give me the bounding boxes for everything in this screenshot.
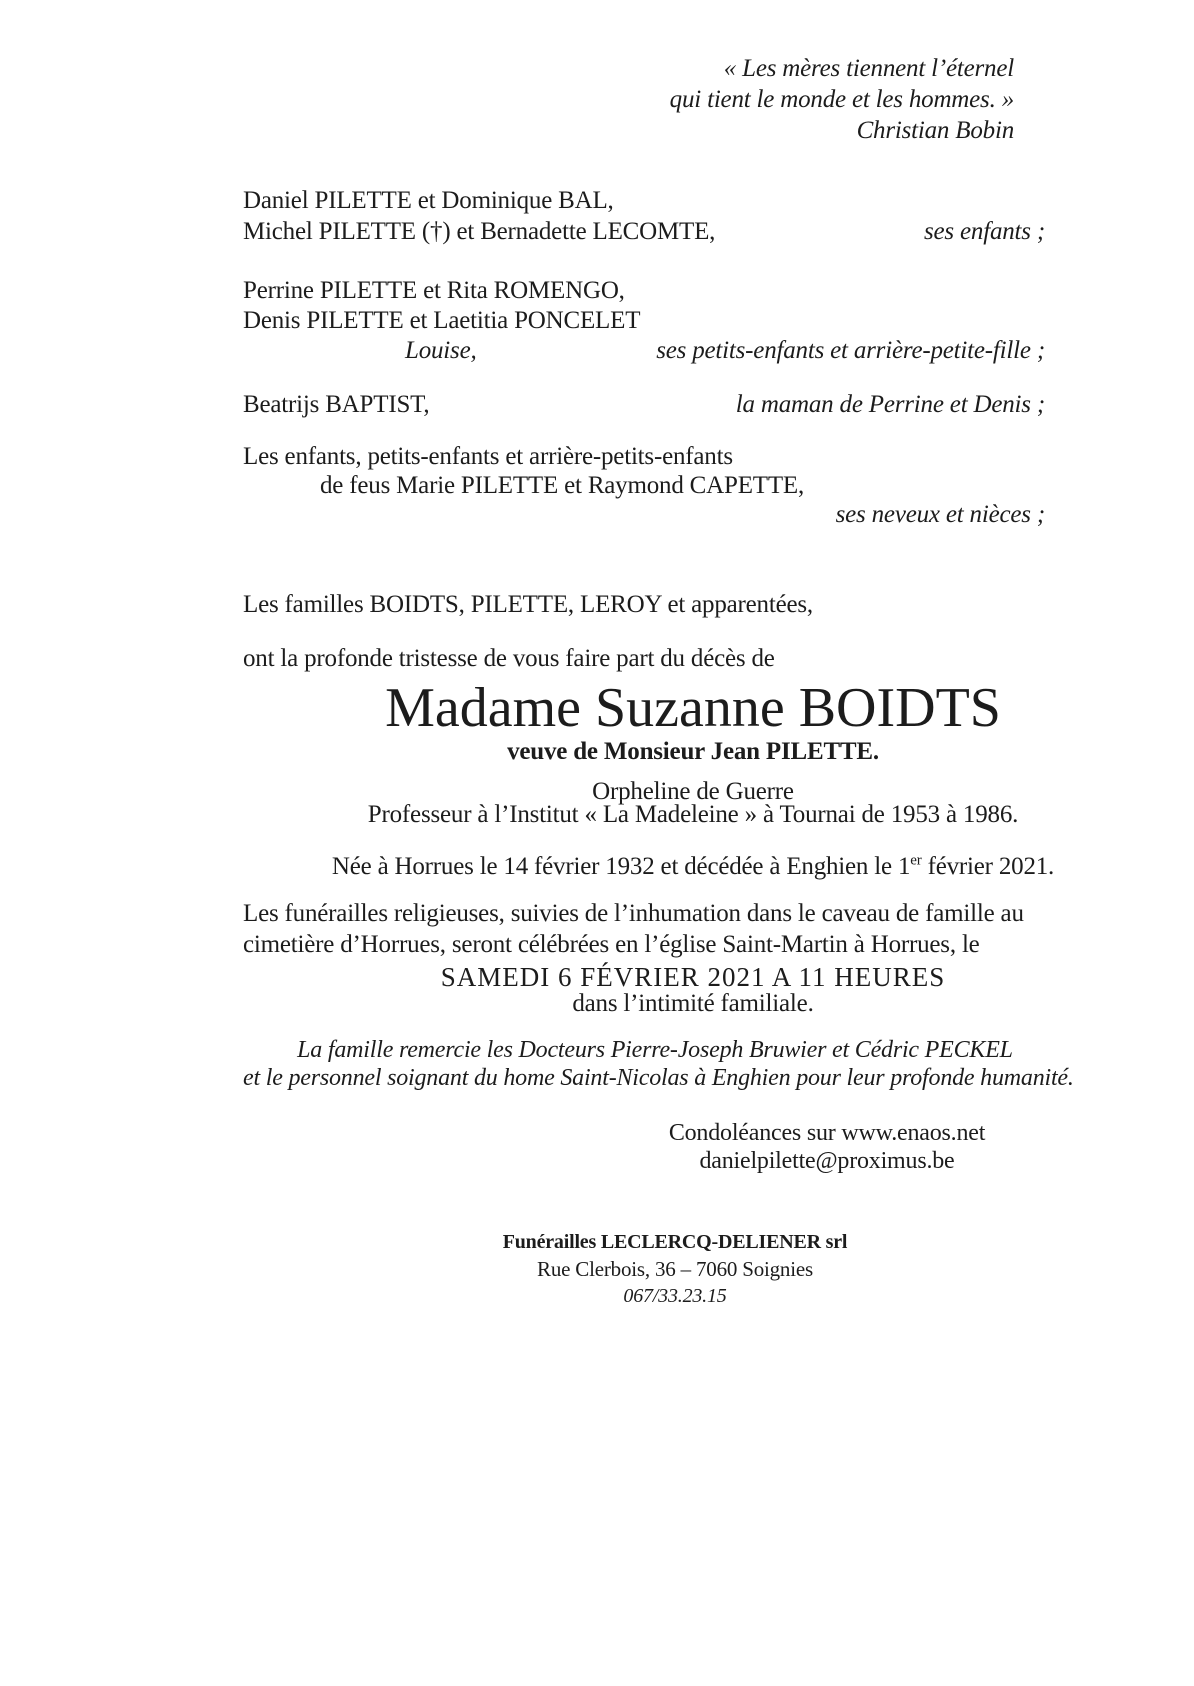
mourner-line: Michel PILETTE (†) et Bernadette LECOMTE,: [243, 218, 716, 245]
funeral-home-address: Rue Clerbois, 36 – 7060 Soignies: [537, 1257, 813, 1281]
relation-label: ses enfants ;: [924, 218, 1045, 245]
deceased-widow-of: veuve de Monsieur Jean PILETTE.: [507, 738, 879, 765]
opening-quote: [670, 53, 1014, 146]
relation-label: la maman de Perrine et Denis ;: [735, 391, 1045, 418]
mourners-nephews-nieces: [243, 442, 1045, 529]
relation-label: ses neveux et nièces ;: [835, 501, 1045, 528]
life-dates-ordinal: er: [910, 852, 922, 869]
thanks-line: et le personnel soignant du home Saint-Nicolas à Enghien pour leur profonde humanité.: [243, 1065, 1074, 1091]
thanks-line: La famille remercie les Docteurs Pierre-Joseph Bruwier et Cédric PECKEL: [297, 1037, 1013, 1063]
quote-line-1: « Les mères tiennent l’éternel: [723, 55, 1014, 82]
mourners-children: [243, 185, 1045, 247]
life-dates-line: [243, 852, 1143, 882]
funeral-home-block: [425, 1229, 925, 1310]
families-line: Les familles BOIDTS, PILETTE, LEROY et apparentées,: [243, 591, 813, 618]
mourner-line: Les enfants, petits-enfants et arrière-petits-enfants: [243, 443, 733, 470]
mourner-line: Perrine PILETTE et Rita ROMENGO,: [243, 277, 625, 304]
mourner-line: de feus Marie PILETTE et Raymond CAPETTE,: [320, 472, 805, 499]
ceremony-date-line: SAMEDI 6 FÉVRIER 2021 A 11 HEURES: [440, 962, 946, 992]
life-dates-suffix: février 2021.: [921, 853, 1055, 880]
mourners-grandchildren: [243, 276, 1045, 366]
quote-line-2: qui tient le monde et les hommes. »: [669, 86, 1014, 113]
family-thanks: [243, 1036, 1074, 1092]
announcement-line: ont la profonde tristesse de vous faire part du décès de: [243, 645, 775, 672]
mourner-line: Beatrijs BAPTIST,: [243, 391, 430, 418]
ceremony-privacy-line: dans l’intimité familiale.: [572, 990, 814, 1017]
deceased-title-war-orphan: Orpheline de Guerre: [592, 778, 794, 805]
mourner-line: Louise,: [405, 337, 477, 364]
mourner-line: Daniel PILETTE et Dominique BAL,: [243, 187, 614, 214]
mourners-mother: [243, 390, 1045, 420]
funeral-home-phone: 067/33.23.15: [623, 1285, 727, 1307]
mourner-line: Denis PILETTE et Laetitia PONCELET: [243, 307, 641, 334]
deceased-name: Madame Suzanne BOIDTS: [385, 677, 1001, 739]
funeral-home-name: Funérailles LECLERCQ-DELIENER srl: [502, 1231, 848, 1253]
quote-author: Christian Bobin: [856, 117, 1014, 144]
funeral-paragraph: [243, 898, 1143, 960]
funeral-line: cimetière d’Horrues, seront célébrées en l’église Saint-Martin à Horrues, le: [243, 931, 980, 958]
condolences-block: [627, 1119, 1027, 1175]
deceased-title-professor: Professeur à l’Institut « La Madeleine » à Tournai de 1953 à 1986.: [367, 801, 1019, 828]
life-dates-prefix: Née à Horrues le 14 février 1932 et décédée à Enghien le 1: [331, 853, 911, 880]
funeral-line: Les funérailles religieuses, suivies de l’inhumation dans le caveau de famille au: [243, 900, 1024, 927]
condolences-email-line: danielpilette@proximus.be: [699, 1148, 955, 1174]
condolences-website-line: Condoléances sur www.enaos.net: [668, 1120, 986, 1146]
relation-label: ses petits-enfants et arrière-petite-fille ;: [656, 337, 1045, 364]
